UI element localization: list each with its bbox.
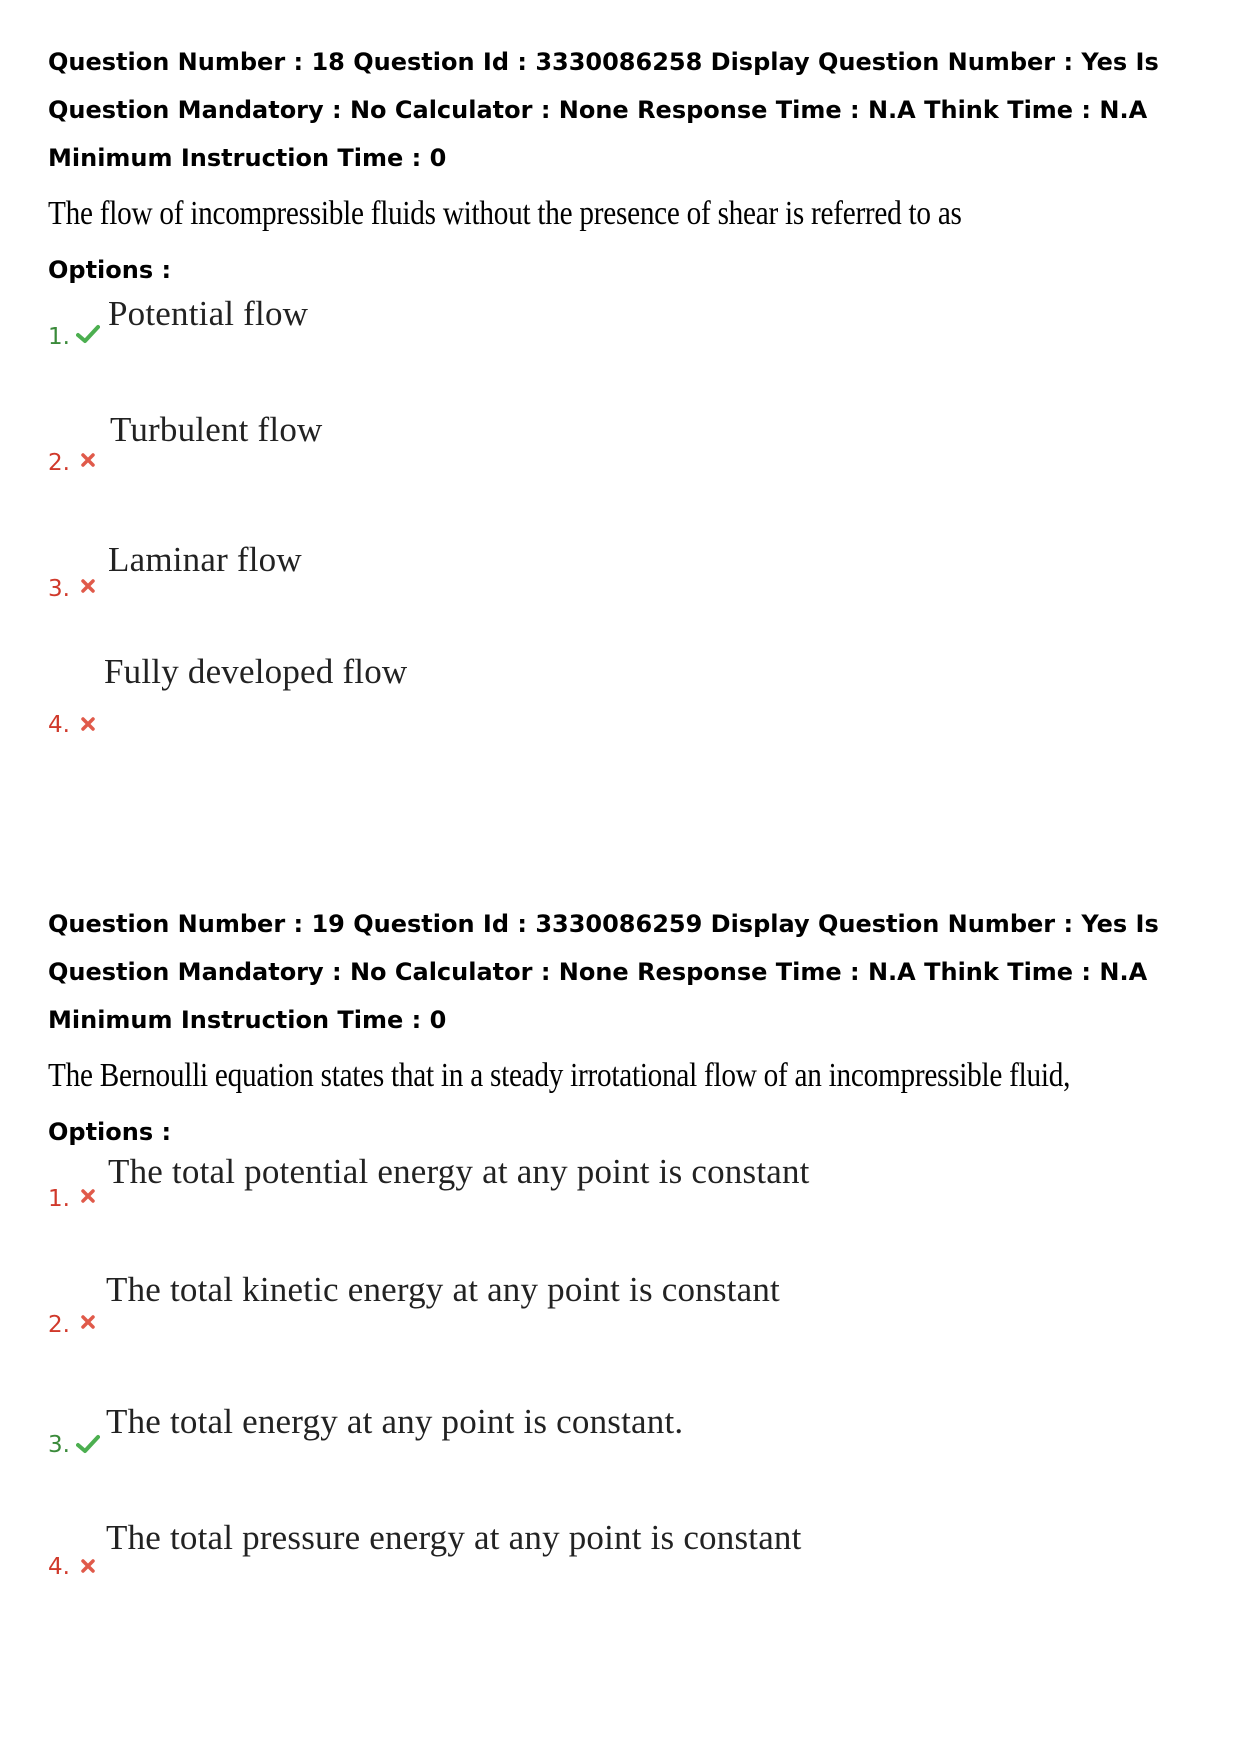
option-3 (48, 1404, 1208, 1530)
option-text: The total energy at any point is constant. (106, 1402, 684, 1441)
question-stem: The Bernoulli equation states that in a steady irrotational flow of an incompressible fluid, (48, 1057, 1071, 1094)
check-icon (76, 322, 100, 346)
option-4 (48, 652, 1208, 794)
cross-icon (76, 712, 100, 736)
option-number: 4. (48, 1554, 70, 1580)
option-text: Fully developed flow (104, 652, 408, 691)
option-text: Turbulent flow (110, 410, 323, 449)
cross-icon (76, 1554, 100, 1578)
cross-icon (76, 448, 100, 472)
question-meta: Question Number : 19 Question Id : 3330086259 Display Question Number : Yes Is Question Mandatory : No Calculator : None Response Time : N.A Think Time : N.A Minimum Instruction Time : 0 (48, 910, 1159, 1034)
cross-icon (76, 1184, 100, 1208)
option-text: The total kinetic energy at any point is constant (106, 1270, 780, 1309)
option-2 (48, 1270, 1208, 1404)
option-number: 4. (48, 712, 70, 738)
check-icon (76, 1432, 100, 1456)
option-2 (48, 410, 1208, 542)
options-label: Options : (48, 256, 172, 284)
question-stem: The flow of incompressible fluids without the presence of shear is referred to as (48, 195, 962, 232)
question-meta: Question Number : 18 Question Id : 3330086258 Display Question Number : Yes Is Question Mandatory : No Calculator : None Response Time : N.A Think Time : N.A Minimum Instruction Time : 0 (48, 48, 1159, 172)
options-label: Options : (48, 1118, 172, 1146)
question-19 (48, 900, 1208, 1656)
option-number: 2. (48, 1312, 70, 1338)
option-3 (48, 542, 1208, 668)
cross-icon (76, 574, 100, 598)
option-4 (48, 1518, 1208, 1656)
option-text: The total pressure energy at any point is constant (106, 1518, 802, 1557)
option-number: 1. (48, 1186, 70, 1212)
option-number: 2. (48, 450, 70, 476)
option-1 (48, 290, 1208, 416)
option-number: 3. (48, 1432, 70, 1458)
option-text: Potential flow (108, 294, 309, 333)
option-number: 1. (48, 324, 70, 350)
option-text: Laminar flow (108, 540, 302, 579)
option-text: The total potential energy at any point is constant (108, 1152, 810, 1191)
option-number: 3. (48, 576, 70, 602)
option-1 (48, 1152, 1208, 1278)
cross-icon (76, 1310, 100, 1334)
question-18 (48, 38, 1208, 794)
